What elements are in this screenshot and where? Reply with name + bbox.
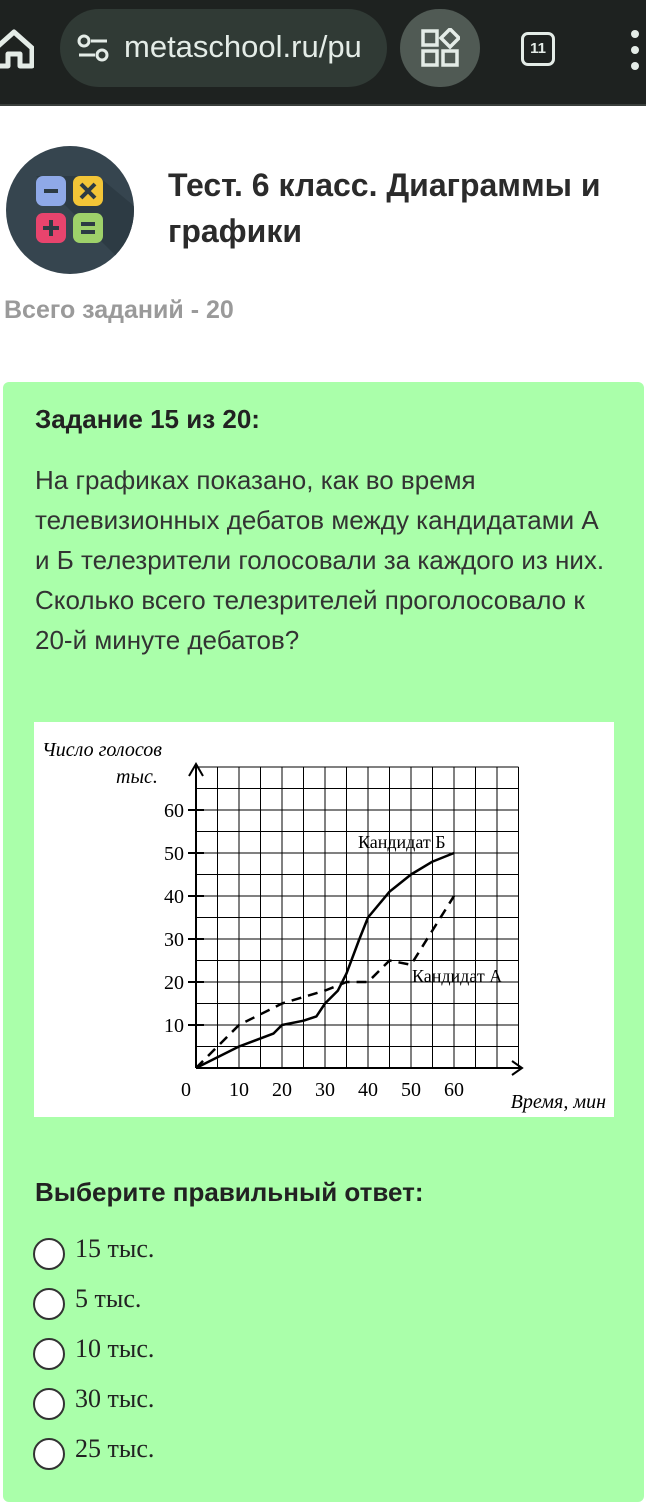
x-tick-label: 40 bbox=[358, 1079, 378, 1101]
task-header: Задание 15 из 20: bbox=[35, 404, 260, 434]
series-label-b: Кандидат Б bbox=[358, 832, 446, 852]
radio-button[interactable] bbox=[33, 1238, 65, 1270]
radio-button[interactable] bbox=[33, 1288, 65, 1320]
x-axis-label: Время, мин bbox=[510, 1091, 606, 1113]
apps-button[interactable] bbox=[400, 9, 480, 87]
task-count: Всего заданий - 20 bbox=[4, 296, 234, 324]
more-menu-icon[interactable] bbox=[630, 28, 640, 72]
browser-toolbar bbox=[0, 0, 646, 106]
y-tick-label: 40 bbox=[164, 886, 184, 908]
url-text: metaschool.ru/pu bbox=[124, 29, 362, 64]
page-title: Тест. 6 класс. Диаграммы и графики bbox=[168, 167, 601, 249]
task-card bbox=[3, 382, 644, 1502]
tab-count-button[interactable]: 11 bbox=[521, 32, 555, 66]
y-tick-label: 60 bbox=[164, 800, 184, 822]
x-tick-label: 10 bbox=[229, 1079, 249, 1101]
site-logo bbox=[6, 146, 134, 274]
chart bbox=[34, 722, 614, 1117]
answer-header: Выберите правильный ответ: bbox=[35, 1177, 424, 1207]
radio-button[interactable] bbox=[33, 1338, 65, 1370]
option-label: 15 тыс. bbox=[75, 1234, 155, 1263]
apps-icon bbox=[420, 28, 460, 68]
option-label: 30 тыс. bbox=[75, 1384, 155, 1413]
y-tick-label: 50 bbox=[164, 843, 184, 865]
chart-grid bbox=[196, 767, 519, 1068]
address-bar[interactable] bbox=[60, 9, 387, 87]
option-label: 5 тыс. bbox=[75, 1284, 142, 1313]
math-operations-icon bbox=[6, 146, 134, 274]
y-tick-label: 10 bbox=[164, 1015, 184, 1037]
series-label-a: Кандидат А bbox=[412, 966, 503, 986]
x-tick-label: 30 bbox=[315, 1079, 335, 1101]
x-tick-label: 60 bbox=[444, 1079, 464, 1101]
option-label: 10 тыс. bbox=[75, 1334, 155, 1363]
y-axis-label-line2: тыс. bbox=[116, 766, 158, 788]
y-tick-label: 30 bbox=[164, 929, 184, 951]
site-settings-icon[interactable] bbox=[77, 34, 109, 62]
origin-label: 0 bbox=[181, 1079, 191, 1101]
option-label: 25 тыс. bbox=[75, 1434, 155, 1463]
chart-svg bbox=[34, 722, 614, 1117]
home-icon[interactable] bbox=[0, 26, 34, 70]
radio-button[interactable] bbox=[33, 1388, 65, 1420]
y-tick-label: 20 bbox=[164, 972, 184, 994]
y-axis-label-line1: Число голосов bbox=[42, 739, 162, 761]
radio-button[interactable] bbox=[33, 1438, 65, 1470]
x-tick-label: 20 bbox=[272, 1079, 292, 1101]
x-tick-label: 50 bbox=[401, 1079, 421, 1101]
question-text: На графиках показано, как во время телевизионных дебатов между кандидатами А и Б телезрители голосовали за каждого из них. Сколько всего телезрителей проголосовало к 20-й минуте дебатов? bbox=[35, 465, 605, 655]
